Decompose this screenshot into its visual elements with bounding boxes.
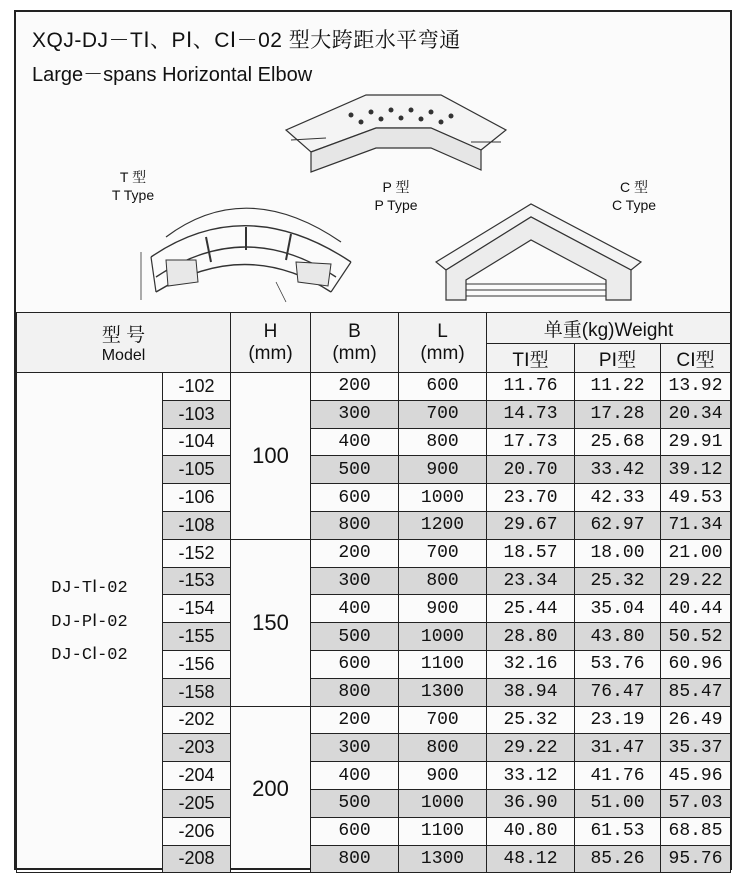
b-value-cell: 500 (311, 789, 399, 817)
b-header-unit: (mm) (332, 342, 377, 364)
c-weight-cell: 60.96 (661, 650, 731, 678)
p-weight-cell: 33.42 (575, 456, 661, 484)
t-weight-cell: 48.12 (487, 845, 575, 873)
c-weight-cell: 50.52 (661, 623, 731, 651)
p-weight-cell: 41.76 (575, 762, 661, 790)
l-value-cell: 900 (399, 456, 487, 484)
p-type-label (356, 178, 436, 214)
l-value-cell: 600 (399, 373, 487, 401)
h-value-cell: 150 (231, 539, 311, 706)
t-weight-cell: 20.70 (487, 456, 575, 484)
c-weight-cell: 29.91 (661, 428, 731, 456)
p-weight-cell: 11.22 (575, 373, 661, 401)
page-title: XQJ-DJ－TⅠ、PⅠ、CⅠ－02 型大跨距水平弯通 (32, 29, 461, 52)
b-value-cell: 500 (311, 456, 399, 484)
l-value-cell: 700 (399, 706, 487, 734)
l-value-cell: 900 (399, 762, 487, 790)
p-weight-cell: 42.33 (575, 484, 661, 512)
t-weight-cell: 32.16 (487, 650, 575, 678)
p-weight-cell: 51.00 (575, 789, 661, 817)
model-name: DJ-PⅠ-02 (51, 612, 128, 632)
c-weight-cell: 21.00 (661, 539, 731, 567)
c-type-elbow-illustration (426, 192, 666, 312)
l-header-unit: (mm) (420, 342, 465, 364)
b-value-cell: 200 (311, 539, 399, 567)
c-weight-cell: 95.76 (661, 845, 731, 873)
weight-header: 单重(kg)Weight (487, 313, 731, 344)
l-value-cell: 1300 (399, 678, 487, 706)
b-value-cell: 300 (311, 567, 399, 595)
b-value-cell: 500 (311, 623, 399, 651)
p-weight-cell: 76.47 (575, 678, 661, 706)
l-value-cell: 1000 (399, 484, 487, 512)
c-weight-header: CⅠ型 (661, 344, 731, 373)
l-value-cell: 1100 (399, 650, 487, 678)
p-type-elbow-illustration (281, 90, 511, 180)
c-weight-cell: 26.49 (661, 706, 731, 734)
model-suffix-cell: -108 (163, 511, 231, 539)
spec-sheet (14, 10, 732, 870)
model-suffix-cell: -156 (163, 650, 231, 678)
t-type-en: T Type (111, 187, 155, 203)
t-weight-cell: 29.22 (487, 734, 575, 762)
model-suffix-cell: -202 (163, 706, 231, 734)
model-suffix-cell: -104 (163, 428, 231, 456)
p-weight-cell: 25.68 (575, 428, 661, 456)
l-value-cell: 700 (399, 400, 487, 428)
c-weight-cell: 20.34 (661, 400, 731, 428)
t-weight-cell: 14.73 (487, 400, 575, 428)
c-weight-cell: 57.03 (661, 789, 731, 817)
b-value-cell: 400 (311, 762, 399, 790)
t-weight-cell: 25.32 (487, 706, 575, 734)
h-header-unit: (mm) (248, 342, 293, 364)
t-weight-header: TⅠ型 (487, 344, 575, 373)
model-header-en: Model (101, 347, 146, 364)
l-header-label: L (437, 320, 448, 342)
p-weight-cell: 17.28 (575, 400, 661, 428)
c-weight-cell: 39.12 (661, 456, 731, 484)
header-row-1 (17, 313, 731, 344)
b-value-cell: 600 (311, 817, 399, 845)
b-value-cell: 800 (311, 678, 399, 706)
model-suffix-cell: -106 (163, 484, 231, 512)
b-header-label: B (348, 320, 361, 342)
model-name: DJ-TⅠ-02 (51, 579, 128, 599)
t-weight-cell: 29.67 (487, 511, 575, 539)
p-weight-cell: 61.53 (575, 817, 661, 845)
model-suffix-cell: -205 (163, 789, 231, 817)
p-weight-cell: 43.80 (575, 623, 661, 651)
c-weight-cell: 45.96 (661, 762, 731, 790)
c-weight-cell: 35.37 (661, 734, 731, 762)
t-weight-cell: 25.44 (487, 595, 575, 623)
b-value-cell: 800 (311, 845, 399, 873)
b-value-cell: 600 (311, 650, 399, 678)
model-suffix-cell: -102 (163, 373, 231, 401)
model-cell (17, 373, 163, 873)
model-suffix-cell: -103 (163, 400, 231, 428)
model-suffix-cell: -153 (163, 567, 231, 595)
b-value-cell: 300 (311, 734, 399, 762)
h-value-cell: 200 (231, 706, 311, 873)
t-weight-cell: 17.73 (487, 428, 575, 456)
t-weight-cell: 38.94 (487, 678, 575, 706)
c-weight-cell: 13.92 (661, 373, 731, 401)
b-value-cell: 200 (311, 373, 399, 401)
l-value-cell: 1000 (399, 789, 487, 817)
l-value-cell: 800 (399, 734, 487, 762)
c-type-en: C Type (611, 197, 657, 213)
table-body (17, 373, 731, 873)
model-suffix-cell: -158 (163, 678, 231, 706)
p-weight-cell: 31.47 (575, 734, 661, 762)
p-type-en: P Type (374, 197, 418, 213)
model-header (17, 313, 231, 373)
h-value-cell: 100 (231, 373, 311, 540)
model-suffix-cell: -206 (163, 817, 231, 845)
b-header (311, 313, 399, 373)
p-weight-cell: 62.97 (575, 511, 661, 539)
p-weight-cell: 25.32 (575, 567, 661, 595)
p-type-zh: P 型 (382, 179, 410, 195)
b-value-cell: 300 (311, 400, 399, 428)
p-weight-cell: 23.19 (575, 706, 661, 734)
table-row (17, 373, 731, 401)
b-value-cell: 400 (311, 428, 399, 456)
t-type-elbow-illustration (126, 182, 366, 312)
model-suffix-cell: -155 (163, 623, 231, 651)
c-weight-cell: 29.22 (661, 567, 731, 595)
h-header-label: H (263, 320, 278, 342)
c-weight-cell: 71.34 (661, 511, 731, 539)
t-weight-cell: 28.80 (487, 623, 575, 651)
model-suffix-cell: -208 (163, 845, 231, 873)
p-weight-header: PⅠ型 (575, 344, 661, 373)
l-value-cell: 1300 (399, 845, 487, 873)
t-weight-cell: 23.70 (487, 484, 575, 512)
model-suffix-cell: -203 (163, 734, 231, 762)
h-header (231, 313, 311, 373)
model-suffix-cell: -152 (163, 539, 231, 567)
spec-table (16, 312, 731, 873)
c-type-zh: C 型 (620, 179, 648, 195)
l-value-cell: 1200 (399, 511, 487, 539)
t-weight-cell: 40.80 (487, 817, 575, 845)
l-value-cell: 800 (399, 428, 487, 456)
b-value-cell: 800 (311, 511, 399, 539)
l-header (399, 313, 487, 373)
c-weight-cell: 40.44 (661, 595, 731, 623)
t-weight-cell: 23.34 (487, 567, 575, 595)
b-value-cell: 200 (311, 706, 399, 734)
l-value-cell: 1000 (399, 623, 487, 651)
model-name: DJ-CⅠ-02 (51, 646, 128, 666)
c-weight-cell: 49.53 (661, 484, 731, 512)
b-value-cell: 400 (311, 595, 399, 623)
t-weight-cell: 11.76 (487, 373, 575, 401)
t-weight-cell: 36.90 (487, 789, 575, 817)
b-value-cell: 600 (311, 484, 399, 512)
model-suffix-cell: -105 (163, 456, 231, 484)
l-value-cell: 700 (399, 539, 487, 567)
p-weight-cell: 35.04 (575, 595, 661, 623)
l-value-cell: 800 (399, 567, 487, 595)
t-weight-cell: 18.57 (487, 539, 575, 567)
page-subtitle: Large－spans Horizontal Elbow (32, 64, 313, 86)
p-weight-cell: 18.00 (575, 539, 661, 567)
t-weight-cell: 33.12 (487, 762, 575, 790)
l-value-cell: 900 (399, 595, 487, 623)
c-weight-cell: 68.85 (661, 817, 731, 845)
p-weight-cell: 53.76 (575, 650, 661, 678)
model-suffix-cell: -204 (163, 762, 231, 790)
c-weight-cell: 85.47 (661, 678, 731, 706)
t-type-zh: T 型 (119, 169, 147, 185)
l-value-cell: 1100 (399, 817, 487, 845)
p-weight-cell: 85.26 (575, 845, 661, 873)
model-header-zh: 型 号 (101, 325, 146, 346)
model-suffix-cell: -154 (163, 595, 231, 623)
